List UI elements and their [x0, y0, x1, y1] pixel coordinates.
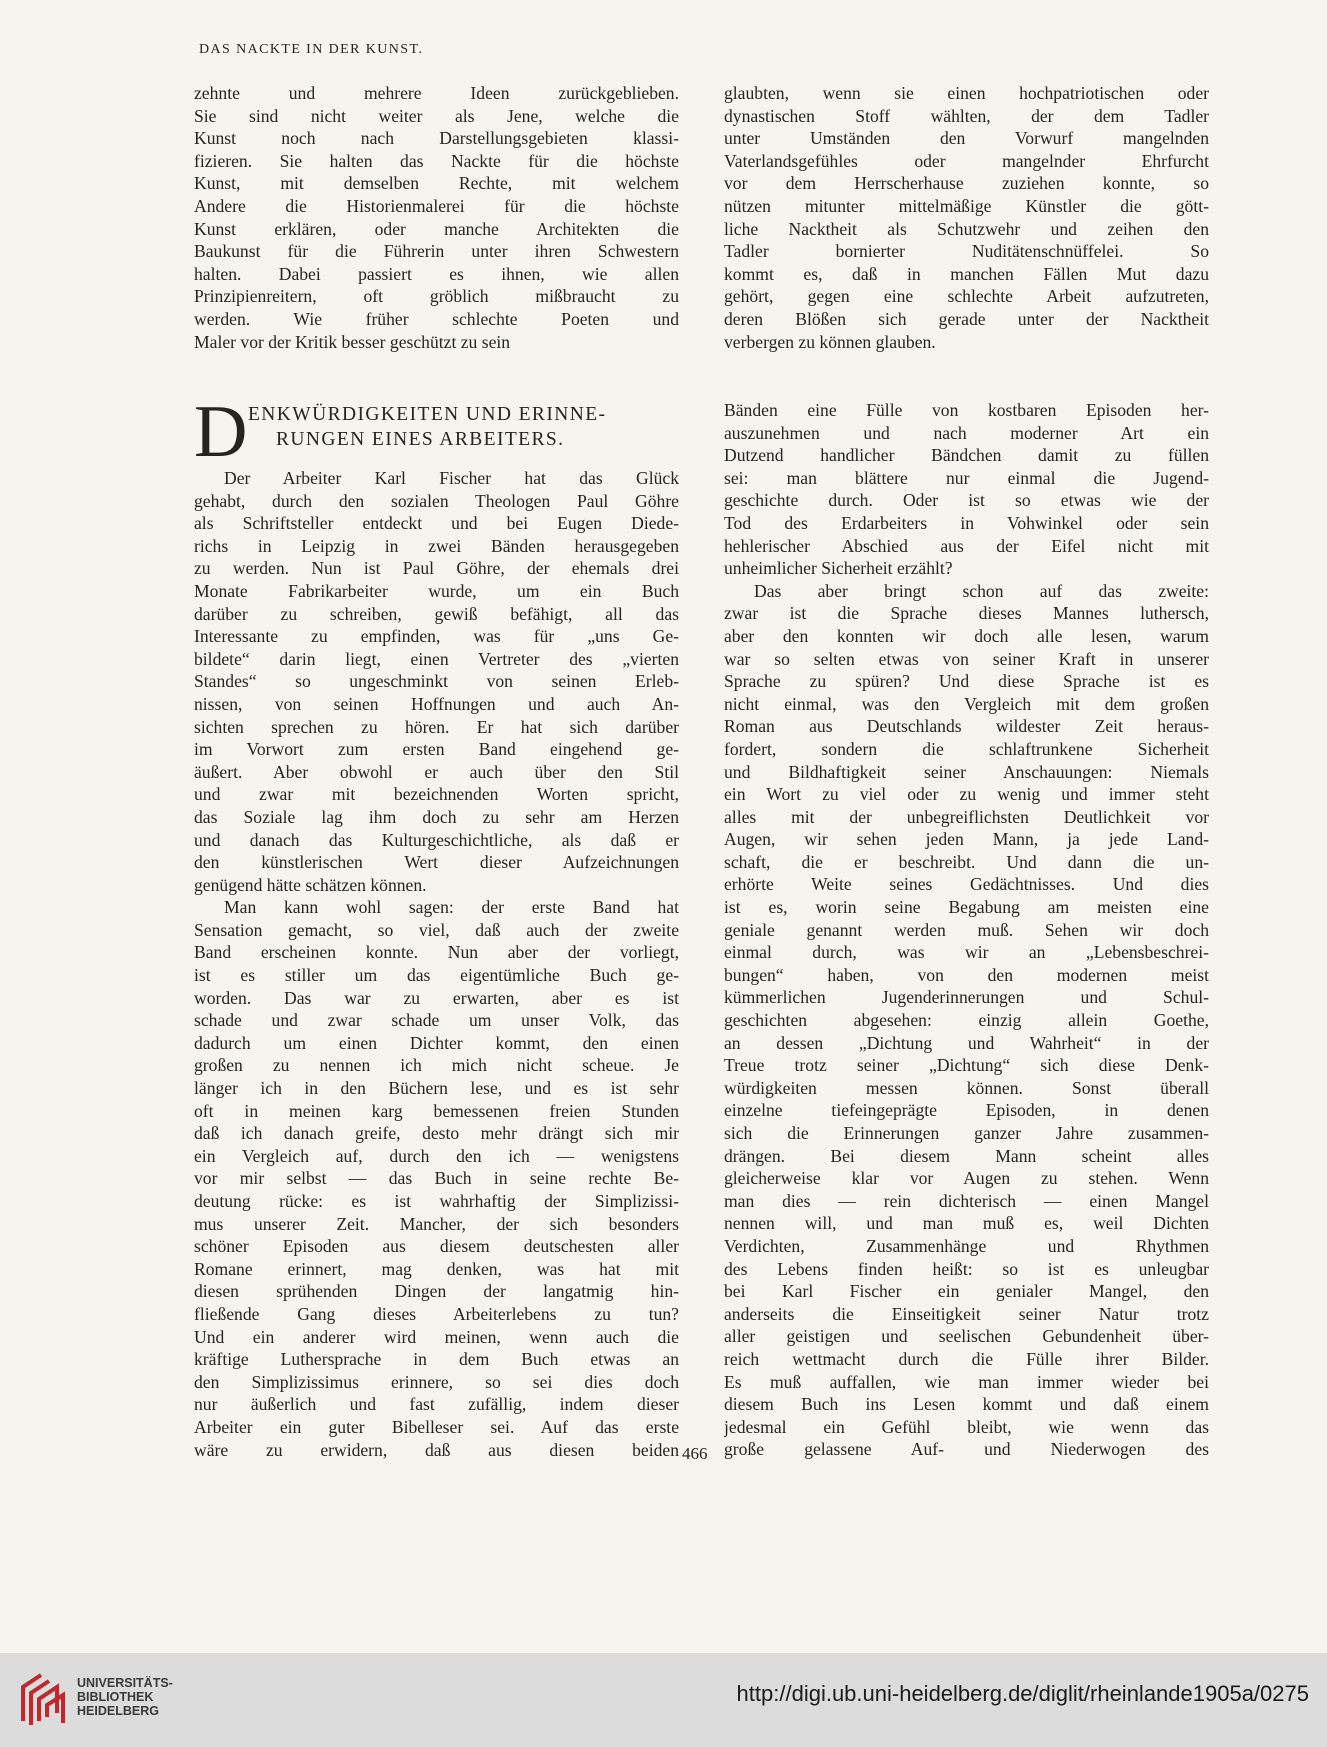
text-line: deutung rücke: es ist wahrhaftig der Simplizissi- — [194, 1191, 679, 1211]
text-line: oft in meinen karg bemessenen freien Stunden — [194, 1100, 679, 1121]
text-line: schaft, die er beschreibt. Und dann die un- — [724, 851, 1209, 872]
text-line: den Simplizissimus erinnere, so sei dies doch — [194, 1371, 679, 1392]
text-line: Roman aus Deutschlands wildester Zeit heraus- — [724, 716, 1209, 737]
text-line: man dies — rein dichterisch — einen Mangel — [724, 1190, 1209, 1211]
text-line: Tod des Erdarbeiters in Vohwinkel oder sein — [724, 512, 1209, 533]
text-line: sichten sprechen zu hören. Er hat sich darüber — [194, 716, 679, 737]
text-line: an dessen „Dichtung und Wahrheit“ in der — [724, 1032, 1209, 1053]
text-line: Man kann wohl sagen: der erste Band hat — [224, 897, 679, 918]
text-line: anderseits die Einseitigkeit seiner Natur trotz — [724, 1303, 1209, 1324]
text-line: fizieren. Sie halten das Nackte für die höchste — [194, 150, 679, 171]
text-line: großen zu nennen ich mich nicht scheue. Je — [194, 1055, 679, 1076]
text-line: kümmerlichen Jugenderinnerungen und Schul- — [724, 987, 1209, 1008]
text-line: Bänden eine Fülle von kostbaren Episoden her- — [724, 400, 1209, 420]
text-line: aller geistigen und seelischen Gebundenheit über- — [724, 1326, 1209, 1347]
text-line: nicht einmal, was den Vergleich mit dem großen — [724, 693, 1209, 714]
article-heading — [194, 391, 679, 473]
text-line: Monate Fabrikarbeiter wurde, um ein Buch — [194, 580, 679, 601]
library-name-line-3: HEIDELBERG — [77, 1704, 159, 1718]
text-line: Sprache zu spüren? Und diese Sprache ist es — [724, 671, 1209, 692]
text-line: länger ich in den Büchern lese, und es ist sehr — [194, 1078, 679, 1099]
text-line: nissen, von seinen Hoffnungen und auch An- — [194, 693, 679, 714]
text-line: diesem Buch ins Lesen kommt und daß einem — [724, 1394, 1209, 1415]
text-line: Sensation gemacht, so viel, daß auch der zweite — [194, 919, 679, 940]
text-line: jedesmal ein Gefühl bleibt, wie wenn das — [724, 1416, 1209, 1437]
text-line: reich wettmacht durch die Fülle ihrer Bilder. — [724, 1348, 1209, 1369]
text-line: gehört, gegen eine schlechte Arbeit aufzutreten, — [724, 286, 1209, 307]
text-line: gehabt, durch den sozialen Theologen Paul Göhre — [194, 490, 679, 511]
text-line: war so selten etwas von seiner Kraft in unserer — [724, 648, 1209, 669]
text-line: Vaterlandsgefühles oder mangelnder Ehrfurcht — [724, 150, 1209, 171]
text-line: den künstlerischen Wert dieser Aufzeichnungen — [194, 852, 679, 873]
source-url-link[interactable]: http://digi.ub.uni-heidelberg.de/diglit/rheinlande1905a/0275 — [736, 1681, 1309, 1706]
text-line: Kunst, mit demselben Rechte, mit welchem — [194, 173, 679, 194]
text-line: Tadler bornierter Nuditätenschnüffelei. So — [724, 241, 1209, 262]
text-line: ein Wort zu viel oder zu wenig und immer steht — [724, 784, 1209, 805]
text-line: ist es, worin seine Begabung am meisten eine — [724, 897, 1209, 918]
text-line: des Lebens finden heißt: so ist es unleugbar — [724, 1258, 1209, 1279]
article-title-line-1: ENKWÜRDIGKEITEN UND ERINNE- — [248, 404, 607, 425]
text-line: Kunst noch nach Darstellungsgebieten klassi- — [194, 128, 679, 149]
text-line: darüber zu schreiben, gewiß befähigt, all das — [194, 603, 679, 624]
text-line: dadurch um einen Dichter kommt, den einen — [194, 1032, 679, 1053]
text-line: fordert, sondern die schlaftrunkene Sicherheit — [724, 738, 1209, 759]
text-line: worden. Das war zu erwarten, aber es ist — [194, 987, 679, 1008]
text-line: genügend hätte schätzen können. — [194, 874, 427, 895]
text-line: würdigkeiten messen können. Sonst überall — [724, 1077, 1209, 1098]
text-line: nützen mitunter mittelmäßige Künstler die gött- — [724, 195, 1209, 216]
text-line: bungen“ haben, von den modernen meist — [724, 964, 1209, 985]
text-line: und Bildhaftigkeit seiner Anschauungen: Niemals — [724, 761, 1209, 782]
text-line: halten. Dabei passiert es ihnen, wie allen — [194, 263, 679, 284]
text-line: Band erscheinen konnte. Nun aber der vorliegt, — [194, 942, 679, 963]
text-line: kräftige Luthersprache in dem Buch etwas an — [194, 1349, 679, 1370]
text-line: Standes“ so ungeschminkt von seinen Erleb- — [194, 671, 679, 692]
text-line: das Soziale lag ihm doch zu sehr am Herzen — [194, 806, 679, 827]
text-line: bildete“ darin liegt, einen Vertreter des „vierten — [194, 648, 679, 669]
text-line: nur äußerlich und fast zufällig, indem dieser — [194, 1394, 679, 1415]
text-line: einzelne tiefeingeprägte Episoden, in denen — [724, 1100, 1209, 1121]
text-line: Maler vor der Kritik besser geschützt zu sein — [194, 331, 511, 352]
text-line: Treue trotz seiner „Dichtung“ sich diese Denk- — [724, 1055, 1209, 1076]
text-line: Und ein anderer wird meinen, wenn auch die — [194, 1326, 679, 1347]
text-line: Der Arbeiter Karl Fischer hat das Glück — [224, 468, 679, 488]
text-line: liche Nacktheit als Schutzwehr und zeihen den — [724, 218, 1209, 239]
text-line: erhörte Weite seines Gedächtnisses. Und dies — [724, 874, 1209, 895]
text-line: schöner Episoden aus diesem deutschesten aller — [194, 1236, 679, 1257]
left-column-top — [194, 82, 679, 353]
text-line: Andere die Historienmalerei für die höchste — [194, 195, 679, 216]
text-line: deren Blößen sich gerade unter der Nacktheit — [724, 308, 1209, 329]
text-line: diesen sprühenden Dingen der langatmig hin- — [194, 1281, 679, 1302]
text-line: geschichte durch. Oder ist so etwas wie der — [724, 490, 1209, 511]
text-line: Baukunst für die Führerin unter ihren Schwestern — [194, 241, 679, 262]
text-line: Es muß auffallen, wie man immer wieder bei — [724, 1371, 1209, 1392]
text-line: äußert. Aber obwohl er auch über den Stil — [194, 761, 679, 782]
text-line: nennen will, und man muß es, weil Dichten — [724, 1213, 1209, 1234]
text-line: vor dem Herrscherhause zuziehen konnte, so — [724, 173, 1209, 194]
text-line: sich die Erinnerungen ganzer Jahre zusammen- — [724, 1123, 1209, 1143]
library-name-line-1: UNIVERSITÄTS- — [77, 1676, 173, 1690]
text-line: als Schriftsteller entdeckt und bei Eugen Diede- — [194, 513, 679, 534]
text-line: Sie sind nicht weiter als Jene, welche die — [194, 105, 679, 126]
text-line: bei Karl Fischer ein genialer Mangel, den — [724, 1281, 1209, 1302]
text-line: ist es stiller um das eigentümliche Buch ge- — [194, 965, 679, 986]
text-line: zu werden. Nun ist Paul Göhre, der ehemals drei — [194, 558, 679, 579]
text-line: sei: man blättere nur einmal die Jugend- — [724, 467, 1209, 488]
text-line: gleicherweise klar vor Augen zu stehen. Wenn — [724, 1168, 1209, 1189]
text-line: Interessante zu empfinden, was für „uns Ge- — [194, 626, 679, 647]
right-column-top — [724, 82, 1209, 353]
text-line: auszunehmen und nach moderner Art ein — [724, 422, 1209, 443]
text-line: wäre zu erwidern, daß aus diesen beiden — [194, 1439, 679, 1460]
left-column-article — [194, 391, 679, 1461]
text-line: daß ich danach greife, desto mehr drängt sich mir — [194, 1123, 679, 1144]
text-line: einmal durch, was wir an „Lebensbeschrei- — [724, 942, 1209, 963]
text-line: geniale genannt werden muß. Sehen wir doch — [724, 919, 1209, 940]
text-line: alles mit der unbegreiflichsten Deutlichkeit vor — [724, 806, 1209, 827]
text-line: im Vorwort zum ersten Band eingehend ge- — [194, 739, 679, 760]
text-line: geschichten abgesehen: einzig allein Goethe, — [724, 1010, 1209, 1031]
left-column-body — [194, 467, 679, 1461]
text-line: Augen, wir sehen jeden Mann, ja jede Land- — [724, 829, 1209, 850]
text-line: große gelassene Auf- und Niederwogen des — [724, 1439, 1209, 1460]
text-line: Arbeiter ein guter Bibelleser sei. Auf das erste — [194, 1416, 679, 1437]
article-title-line-2: RUNGEN EINES ARBEITERS. — [276, 429, 565, 450]
text-line: unheimlicher Sicherheit erzählt? — [724, 558, 953, 579]
text-line: Verdichten, Zusammenhänge und Rhythmen — [724, 1235, 1209, 1256]
text-line: Prinzipienreitern, oft gröblich mißbraucht zu — [194, 286, 679, 307]
text-line: fließende Gang dieses Arbeiterlebens zu tun? — [194, 1303, 679, 1324]
text-line: Kunst erklären, oder manche Architekten die — [194, 218, 679, 239]
text-line: hehlerischer Abschied aus der Eifel nicht mit — [724, 535, 1209, 556]
right-column-article — [724, 399, 1209, 1461]
library-logo-icon — [17, 1671, 69, 1727]
digitization-footer — [0, 1653, 1327, 1747]
text-line: zwar ist die Sprache dieses Mannes luthersch, — [724, 603, 1209, 624]
text-line: mus unserer Zeit. Mancher, der sich besonders — [194, 1213, 679, 1234]
drop-cap: D — [194, 391, 248, 473]
text-line: vor mir selbst — das Buch in seine rechte Be- — [194, 1168, 679, 1189]
text-line: schade und zwar schade um unser Volk, das — [194, 1010, 679, 1031]
library-name-line-2: BIBLIOTHEK — [77, 1690, 154, 1704]
text-line: verbergen zu können glauben. — [724, 331, 936, 352]
page-number: 466 — [682, 1444, 708, 1463]
text-line: werden. Wie früher schlechte Poeten und — [194, 308, 679, 329]
text-line: richs in Leipzig in zwei Bänden herausgegeben — [194, 535, 679, 556]
text-line: dynastischen Stoff wählten, der dem Tadler — [724, 105, 1209, 126]
text-line: Dutzend handlicher Bändchen damit zu füllen — [724, 445, 1209, 466]
text-line: und danach das Kulturgeschichtliche, als daß er — [194, 829, 679, 850]
text-line: kommt es, daß in manchen Fällen Mut dazu — [724, 263, 1209, 284]
text-line: unter Umständen den Vorwurf mangelnden — [724, 128, 1209, 149]
text-line: zehnte und mehrere Ideen zurückgeblieben. — [194, 83, 679, 103]
library-name — [77, 1676, 173, 1718]
text-line: und zwar mit bezeichnenden Worten spricht, — [194, 784, 679, 805]
text-line: Das aber bringt schon auf das zweite: — [754, 580, 1209, 601]
text-line: ein Vergleich auf, durch den ich — wenigstens — [194, 1145, 679, 1166]
text-line: Romane erinnert, mag denken, was hat mit — [194, 1258, 679, 1279]
text-line: drängen. Bei diesem Mann scheint alles — [724, 1145, 1209, 1166]
text-line: aber den konnten wir doch alle lesen, warum — [724, 625, 1209, 646]
running-head: DAS NACKTE IN DER KUNST. — [199, 42, 424, 57]
text-line: glaubten, wenn sie einen hochpatriotischen oder — [724, 83, 1209, 103]
